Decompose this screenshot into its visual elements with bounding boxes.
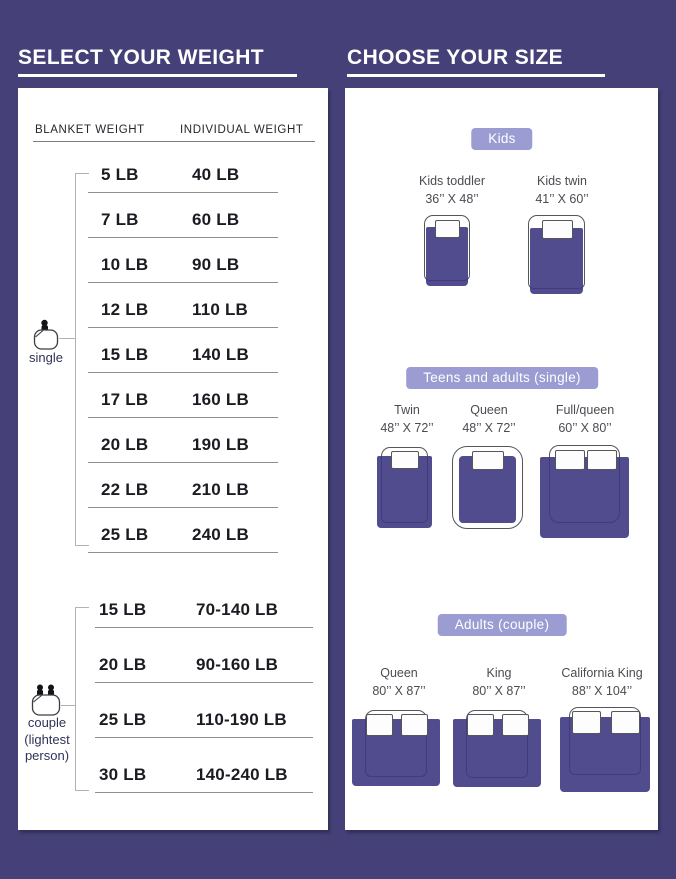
size-name: Full/queen <box>555 403 615 417</box>
bed-illustration-king <box>453 710 541 787</box>
pillow <box>472 451 504 470</box>
individual-weight-value: 240 LB <box>192 525 249 544</box>
adults-couple-section-badge: Adults (couple) <box>438 614 567 636</box>
pillow <box>572 711 601 734</box>
blanket-weight-value: 7 LB <box>101 210 139 229</box>
size-dimension: 80’’ X 87’’ <box>372 683 426 698</box>
pillow <box>435 220 460 238</box>
couple-bracket-tick-top <box>75 607 89 608</box>
size-item-full-queen <box>556 402 614 437</box>
individual-weight-value: 110-190 LB <box>196 710 287 729</box>
blanket-weight-value: 25 LB <box>99 710 147 729</box>
table-row <box>88 418 278 463</box>
blanket-weight-value: 22 LB <box>101 480 149 499</box>
bed-illustration-california-king <box>560 707 650 792</box>
single-weight-table <box>88 148 278 553</box>
column-header-blanket-weight: BLANKET WEIGHT <box>35 124 145 136</box>
individual-weight-value: 140 LB <box>192 345 249 364</box>
size-item-king <box>472 665 525 700</box>
size-chart-card <box>345 88 658 830</box>
size-item-kids-twin <box>535 173 588 208</box>
size-name: Queen <box>380 666 418 680</box>
table-row <box>88 148 278 193</box>
size-item-twin <box>380 402 433 437</box>
individual-weight-value: 160 LB <box>192 390 249 409</box>
size-dimension: 48’’ X 72’’ <box>380 420 434 435</box>
pillow <box>555 450 585 470</box>
couple-label-line: (lightest <box>24 731 70 747</box>
blanket-weight-value: 20 LB <box>99 655 147 674</box>
table-row <box>88 508 278 553</box>
pillow <box>502 714 529 736</box>
size-name: Queen <box>470 403 508 417</box>
table-row <box>88 373 278 418</box>
bed-illustration-kids-twin <box>528 215 585 294</box>
couple-group-label <box>24 715 70 765</box>
size-dimension: 41’’ X 60’’ <box>535 191 589 206</box>
pillow <box>467 714 494 736</box>
right-title-underline <box>347 74 605 77</box>
size-dimension: 88’’ X 104’’ <box>571 683 633 698</box>
blanket-weight-value: 12 LB <box>101 300 149 319</box>
couple-label-line: couple <box>27 715 67 730</box>
left-panel-title: SELECT YOUR WEIGHT <box>18 46 264 69</box>
size-name: California King <box>561 666 643 680</box>
table-row <box>88 193 278 238</box>
size-name: Twin <box>394 403 420 417</box>
pillow <box>542 220 573 239</box>
size-dimension: 36’’ X 48’’ <box>425 191 479 206</box>
individual-weight-value: 90 LB <box>192 255 240 274</box>
table-row <box>88 463 278 508</box>
blanket-weight-value: 20 LB <box>101 435 149 454</box>
individual-weight-value: 210 LB <box>192 480 249 499</box>
bed-illustration-twin <box>377 447 432 528</box>
kids-section-badge: Kids <box>471 128 532 150</box>
teens-adults-section-badge: Teens and adults (single) <box>406 367 598 389</box>
couple-label-line: person) <box>24 748 70 763</box>
blanket-weight-value: 15 LB <box>101 345 149 364</box>
individual-weight-value: 70-140 LB <box>196 600 279 619</box>
blanket-weight-value: 5 LB <box>101 165 139 184</box>
individual-weight-value: 90-160 LB <box>196 655 279 674</box>
blanket-weight-value: 10 LB <box>101 255 149 274</box>
couple-bracket-line <box>75 607 76 790</box>
size-name: King <box>486 666 512 680</box>
size-item-kids-toddler <box>419 173 485 208</box>
blanket-weight-value: 15 LB <box>99 600 147 619</box>
single-bracket-line <box>75 173 76 545</box>
size-dimension: 60’’ X 80’’ <box>558 420 612 435</box>
individual-weight-value: 40 LB <box>192 165 240 184</box>
bed-illustration-full-queen <box>540 445 629 538</box>
right-panel-title: CHOOSE YOUR SIZE <box>347 46 564 69</box>
couple-weight-table <box>95 573 313 793</box>
size-name: Kids twin <box>536 174 588 188</box>
table-row <box>88 238 278 283</box>
individual-weight-value: 140-240 LB <box>196 765 288 784</box>
pillow <box>366 714 393 736</box>
bed-illustration-kids-toddler <box>424 215 470 286</box>
table-row <box>95 573 313 628</box>
size-dimension: 80’’ X 87’’ <box>472 683 526 698</box>
table-row <box>88 328 278 373</box>
pillow <box>391 451 419 469</box>
blanket-weight-value: 17 LB <box>101 390 149 409</box>
couple-persons-blanket-icon <box>28 681 64 719</box>
individual-weight-value: 190 LB <box>192 435 249 454</box>
individual-weight-value: 110 LB <box>192 300 249 319</box>
single-person-blanket-icon <box>30 318 62 352</box>
column-header-underline <box>33 141 315 142</box>
pillow <box>401 714 428 736</box>
blanket-weight-value: 25 LB <box>101 525 149 544</box>
column-header-individual-weight: INDIVIDUAL WEIGHT <box>180 124 304 136</box>
single-group-label: single <box>29 350 63 365</box>
blanket-weight-value: 30 LB <box>99 765 147 784</box>
single-bracket-tick-bottom <box>75 545 89 546</box>
single-bracket-tick-top <box>75 173 89 174</box>
pillow <box>587 450 617 470</box>
table-row <box>95 628 313 683</box>
bed-illustration-queen-single <box>452 446 523 529</box>
size-item-california-king <box>561 665 642 700</box>
pillow <box>611 711 640 734</box>
size-item-queen-couple <box>372 665 425 700</box>
couple-bracket-tick-bottom <box>75 790 89 791</box>
individual-weight-value: 60 LB <box>192 210 240 229</box>
table-row <box>95 738 313 793</box>
table-row <box>88 283 278 328</box>
size-name: Kids toddler <box>418 174 486 188</box>
weight-table-card <box>18 88 328 830</box>
left-title-underline <box>18 74 297 77</box>
size-dimension: 48’’ X 72’’ <box>462 420 516 435</box>
size-item-queen-single <box>462 402 515 437</box>
table-row <box>95 683 313 738</box>
bed-illustration-queen-couple <box>352 710 440 786</box>
